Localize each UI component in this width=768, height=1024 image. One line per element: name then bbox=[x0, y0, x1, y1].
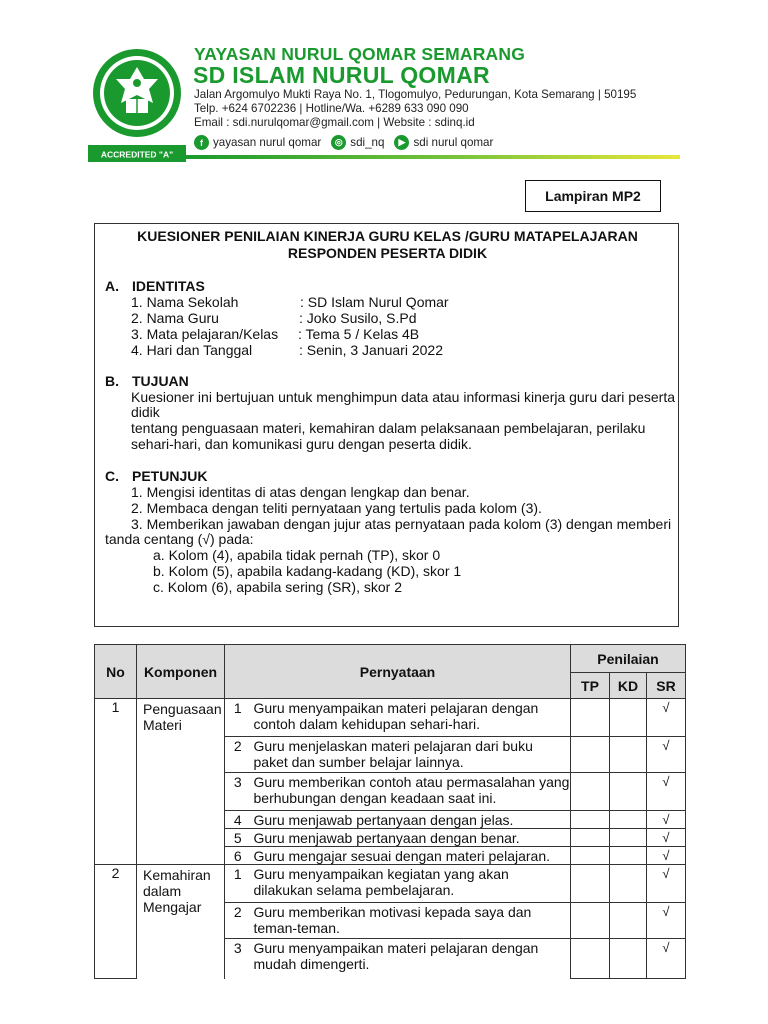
kd-cell bbox=[610, 829, 647, 847]
youtube-icon: ▶ bbox=[394, 135, 409, 150]
statement-number: 3 bbox=[225, 773, 251, 811]
facebook-handle: yayasan nurul qomar bbox=[213, 136, 322, 149]
assessment-table bbox=[94, 644, 686, 979]
sr-check: √ bbox=[647, 847, 686, 865]
header-no: No bbox=[95, 645, 137, 699]
school-address: Jalan Argomulyo Mukti Raya No. 1, Tlogomulyo, Pedurungan, Kota Semarang | 50195 bbox=[194, 88, 637, 101]
statement-text: Guru menjawab pertanyaan dengan jelas. bbox=[251, 811, 571, 829]
statement-number: 4 bbox=[225, 811, 251, 829]
tp-cell bbox=[571, 773, 610, 811]
ident-label: 2. Nama Guru bbox=[131, 310, 219, 326]
statement-text: Guru menyampaikan kegiatan yang akan dilakukan selama pembelajaran. bbox=[251, 865, 571, 903]
school-name: SD ISLAM NURUL QOMAR bbox=[193, 62, 490, 88]
section-b-letter: B. bbox=[105, 373, 119, 389]
tujuan-text: tentang penguasaan materi, kemahiran dalam pelaksanaan pembelajaran, perilaku bbox=[131, 420, 646, 436]
doc-title-line2: RESPONDEN PESERTA DIDIK bbox=[287, 245, 488, 261]
school-logo bbox=[88, 45, 186, 163]
table-row bbox=[95, 865, 686, 903]
ident-value: : SD Islam Nurul Qomar bbox=[300, 294, 449, 310]
questionnaire-info-box bbox=[94, 223, 679, 627]
kd-cell bbox=[610, 847, 647, 865]
tp-cell bbox=[571, 847, 610, 865]
tp-cell bbox=[571, 829, 610, 847]
ident-label: 4. Hari dan Tanggal bbox=[131, 342, 253, 358]
statement-text: Guru memberikan contoh atau permasalahan yang berhubungan dengan keadaan saat ini. bbox=[251, 773, 571, 811]
petunjuk-item: tanda centang (√) pada: bbox=[105, 531, 254, 547]
header-komponen: Komponen bbox=[137, 645, 225, 699]
petunjuk-option: c. Kolom (6), apabila sering (SR), skor 2 bbox=[153, 579, 402, 595]
statement-text: Guru memberikan motivasi kepada saya dan teman-teman. bbox=[251, 903, 571, 939]
statement-text: Guru menyampaikan materi pelajaran dengan mudah dimengerti. bbox=[251, 939, 571, 979]
group-number: 1 bbox=[95, 699, 137, 865]
statement-number: 2 bbox=[225, 737, 251, 773]
petunjuk-item: 2. Membaca dengan teliti pernyataan yang tertulis pada kolom (3). bbox=[131, 500, 542, 516]
statement-text: Guru mengajar sesuai dengan materi pelajaran. bbox=[251, 847, 571, 865]
instagram-icon: ◎ bbox=[331, 135, 346, 150]
instagram-handle: sdi_nq bbox=[350, 136, 385, 149]
header-tp: TP bbox=[571, 673, 610, 699]
sr-check: √ bbox=[647, 699, 686, 737]
section-c-heading bbox=[105, 468, 207, 484]
section-a-letter: A. bbox=[105, 278, 119, 294]
header-pernyataan: Pernyataan bbox=[225, 645, 571, 699]
tp-cell bbox=[571, 737, 610, 773]
tp-cell bbox=[571, 699, 610, 737]
youtube-handle: sdi nurul qomar bbox=[413, 136, 494, 149]
tujuan-text: didik bbox=[131, 404, 160, 420]
statement-number: 5 bbox=[225, 829, 251, 847]
header-penilaian: Penilaian bbox=[571, 645, 686, 673]
header-kd: KD bbox=[610, 673, 647, 699]
kd-cell bbox=[610, 773, 647, 811]
table-row bbox=[95, 699, 686, 737]
sr-check: √ bbox=[647, 939, 686, 979]
statement-number: 2 bbox=[225, 903, 251, 939]
section-c-letter: C. bbox=[105, 468, 119, 484]
kd-cell bbox=[610, 811, 647, 829]
statement-text: Guru menjelaskan materi pelajaran dari buku paket dan sumber belajar lainnya. bbox=[251, 737, 571, 773]
sr-check: √ bbox=[647, 737, 686, 773]
school-email: Email : sdi.nurulqomar@gmail.com | Website : sdinq.id bbox=[194, 116, 475, 129]
kd-cell bbox=[610, 903, 647, 939]
statement-number: 1 bbox=[225, 865, 251, 903]
kd-cell bbox=[610, 939, 647, 979]
kd-cell bbox=[610, 865, 647, 903]
petunjuk-item: 1. Mengisi identitas di atas dengan lengkap dan benar. bbox=[131, 484, 470, 500]
statement-number: 6 bbox=[225, 847, 251, 865]
tujuan-text: Kuesioner ini bertujuan untuk menghimpun data atau informasi kinerja guru dari peserta bbox=[131, 389, 675, 405]
group-komponen: Kemahiran dalam Mengajar bbox=[137, 865, 225, 979]
sr-check: √ bbox=[647, 903, 686, 939]
group-number: 2 bbox=[95, 865, 137, 979]
doc-title-line1: KUESIONER PENILAIAN KINERJA GURU KELAS /GURU MATAPELAJARAN bbox=[137, 228, 638, 244]
tp-cell bbox=[571, 903, 610, 939]
org-name: YAYASAN NURUL QOMAR SEMARANG bbox=[194, 44, 526, 64]
sr-check: √ bbox=[647, 829, 686, 847]
petunjuk-option: a. Kolom (4), apabila tidak pernah (TP), skor 0 bbox=[153, 547, 441, 563]
sr-check: √ bbox=[647, 865, 686, 903]
sr-check: √ bbox=[647, 811, 686, 829]
ident-value: : Joko Susilo, S.Pd bbox=[299, 310, 417, 326]
kd-cell bbox=[610, 699, 647, 737]
ident-value: : Tema 5 / Kelas 4B bbox=[298, 326, 420, 342]
facebook-icon: f bbox=[194, 135, 209, 150]
lampiran-label: Lampiran MP2 bbox=[525, 180, 661, 212]
section-b-heading bbox=[105, 373, 189, 389]
group-komponen: Penguasaan Materi bbox=[137, 699, 225, 865]
statement-number: 1 bbox=[225, 699, 251, 737]
tp-cell bbox=[571, 865, 610, 903]
section-c-title: PETUNJUK bbox=[132, 468, 208, 484]
statement-text: Guru menyampaikan materi pelajaran dengan contoh dalam kehidupan sehari-hari. bbox=[251, 699, 571, 737]
social-links bbox=[194, 135, 493, 150]
accredited-label: ACCREDITED "A" bbox=[100, 149, 174, 160]
statement-number: 3 bbox=[225, 939, 251, 979]
section-b-title: TUJUAN bbox=[132, 373, 189, 389]
header-sr: SR bbox=[647, 673, 686, 699]
sr-check: √ bbox=[647, 773, 686, 811]
section-a-title: IDENTITAS bbox=[132, 278, 205, 294]
tp-cell bbox=[571, 811, 610, 829]
petunjuk-option: b. Kolom (5), apabila kadang-kadang (KD), skor 1 bbox=[153, 563, 462, 579]
statement-text: Guru menjawab pertanyaan dengan benar. bbox=[251, 829, 571, 847]
ident-label: 3. Mata pelajaran/Kelas bbox=[131, 326, 279, 342]
school-phone: Telp. +624 6702236 | Hotline/Wa. +6289 633 090 090 bbox=[194, 102, 469, 115]
petunjuk-item: 3. Memberikan jawaban dengan jujur atas pernyataan pada kolom (3) dengan memberi bbox=[131, 516, 672, 532]
section-a-heading bbox=[105, 278, 205, 294]
header-divider bbox=[186, 155, 680, 159]
ident-value: : Senin, 3 Januari 2022 bbox=[299, 342, 443, 358]
tujuan-text: sehari-hari, dan komunikasi guru dengan peserta didik. bbox=[131, 436, 472, 452]
ident-label: 1. Nama Sekolah bbox=[131, 294, 239, 310]
kd-cell bbox=[610, 737, 647, 773]
tp-cell bbox=[571, 939, 610, 979]
